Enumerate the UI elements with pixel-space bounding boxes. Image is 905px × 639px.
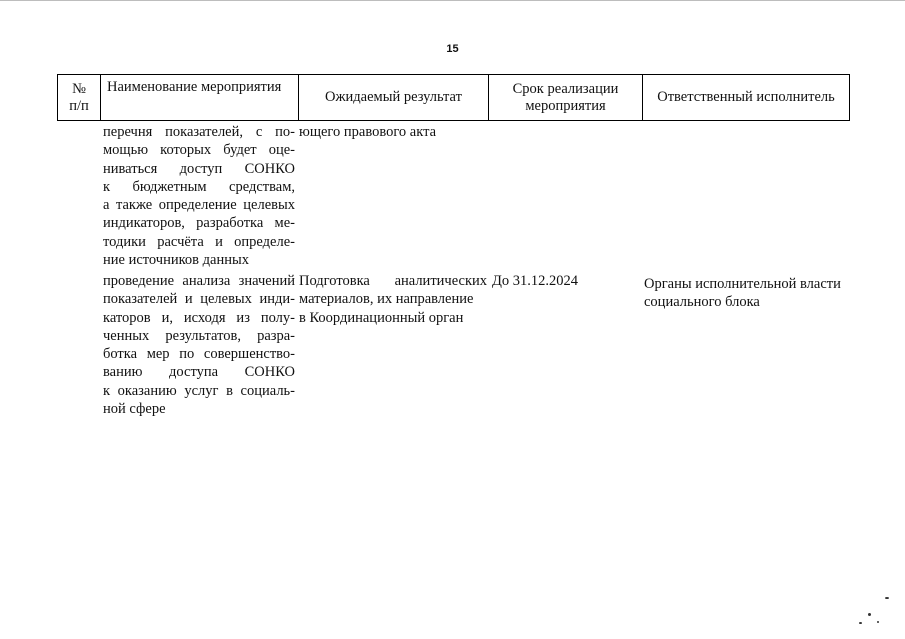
text-line: мощью которых будет оце-: [103, 142, 295, 159]
scan-speck: [877, 621, 879, 623]
text-line: в Координационный орган: [299, 309, 464, 326]
row1-activity-name: [103, 123, 295, 269]
page-top-edge: [0, 0, 905, 1]
scan-speck: [868, 613, 871, 616]
text-line: социального блока: [644, 294, 760, 311]
text-line: Органы исполнительной власти: [644, 276, 841, 292]
header-term-line-1: Срок реализации: [512, 80, 619, 97]
text-line: перечня показателей, с по-: [103, 124, 295, 140]
scan-speck: [885, 597, 889, 599]
text-line: ющего правового акта: [299, 124, 437, 140]
text-line: ниваться доступ СОНКО: [103, 160, 295, 177]
header-term: [489, 75, 643, 121]
header-responsible: Ответственный исполнитель: [643, 75, 850, 121]
header-expected-result: Ожидаемый результат: [299, 75, 489, 121]
header-number: [58, 75, 101, 121]
header-term-line-2: мероприятия: [525, 97, 606, 114]
scan-speck: [859, 622, 862, 624]
row2-term: [492, 272, 637, 290]
row1-expected-result: [299, 123, 487, 141]
row2-responsible: [644, 275, 854, 312]
text-line: ной сфере: [103, 401, 166, 418]
text-line: ние источников данных: [103, 252, 249, 269]
page-number: 15: [446, 43, 459, 55]
header-activity-name: Наименование мероприятия: [101, 75, 299, 121]
header-number-line-1: №: [72, 80, 86, 97]
text-line: показателей и целевых инди-: [103, 291, 295, 308]
row2-activity-name: [103, 272, 295, 418]
text-line: к бюджетным средствам,: [103, 178, 295, 195]
text-line: проведение анализа значений: [103, 273, 295, 289]
text-line: ботка мер по совершенство-: [103, 346, 295, 363]
header-number-line-2: п/п: [69, 97, 89, 114]
text-line: материалов, их направление: [299, 291, 474, 308]
text-line: Подготовка аналитических: [299, 273, 487, 289]
text-line: До 31.12.2024: [492, 273, 579, 289]
table-header: [57, 74, 850, 121]
table-header-row: [58, 75, 850, 121]
text-line: индикаторов, разработка ме-: [103, 215, 295, 232]
text-line: тодики расчёта и определе-: [103, 233, 295, 250]
row2-expected-result: [299, 272, 487, 327]
text-line: ченных результатов, разра-: [103, 327, 295, 344]
text-line: каторов и, исходя из полу-: [103, 309, 295, 326]
text-line: к оказанию услуг в социаль-: [103, 382, 295, 399]
text-line: а также определение целевых: [103, 197, 295, 214]
text-line: ванию доступа СОНКО: [103, 364, 295, 381]
